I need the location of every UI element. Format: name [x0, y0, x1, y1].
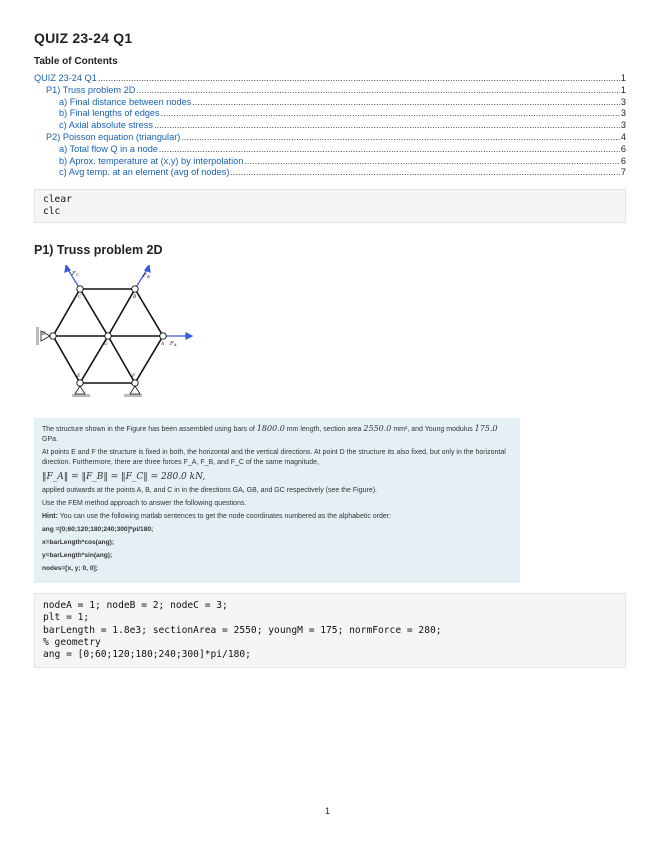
ground-f: [124, 394, 142, 397]
desc-paragraph: At points E and F the structure is fixed in both, the horizontal and the vertical directions. At point D the structure its also fixed, but only in the horizontal direction. Furthermore, there are three forces F_A, F_B, and F_C of the same magnitude,: [42, 449, 506, 467]
hint-code-line: y=barLength*sin(ang);: [42, 552, 113, 560]
desc-text: mm², and Young modulus: [391, 426, 475, 434]
desc-paragraph: applied outwards at the points A, B, and C in in the directions GA, GB, and GC respectively (see the Figure).: [42, 487, 378, 495]
code-line: barLength = 1.8e3; sectionArea = 2550; youngM = 175; normForce = 280;: [43, 624, 442, 636]
code-block-clear: [34, 189, 626, 223]
toc-entry-page: 3: [620, 108, 626, 119]
ground-e: [72, 394, 90, 397]
truss-figure: [34, 265, 194, 403]
desc-text: The structure shown in the Figure has been assembled using bars of: [42, 426, 257, 434]
toc-entry[interactable]: [34, 120, 626, 132]
toc-entry-title[interactable]: b) Final lengths of edges: [59, 108, 160, 119]
hint-paragraph: [42, 512, 512, 522]
toc-entry-page: 6: [620, 155, 626, 166]
toc-entry-page: 3: [620, 96, 626, 107]
label-b: B: [133, 295, 137, 301]
svg-text:FC: [71, 271, 79, 277]
table-of-contents: [34, 73, 626, 179]
problem-description: [34, 418, 520, 583]
label-fb-sub: B: [146, 274, 150, 280]
toc-entry[interactable]: [34, 73, 626, 85]
hint-code-line: nodes=[x, y; 0, 0];: [42, 565, 98, 573]
toc-entry-page: 3: [620, 120, 626, 131]
page-number: 1: [324, 806, 330, 816]
hint-code-line: x=barLength*cos(ang);: [42, 539, 114, 547]
page-title: QUIZ 23-24 Q1: [34, 30, 133, 46]
toc-entry[interactable]: [34, 97, 626, 109]
toc-entry-page: 7: [620, 167, 626, 178]
toc-entry-title[interactable]: QUIZ 23-24 Q1: [34, 73, 97, 83]
toc-entry[interactable]: [34, 85, 626, 97]
label-g: G: [104, 342, 108, 348]
label-c: C: [78, 295, 82, 301]
toc-entry-page: 1: [620, 73, 626, 83]
desc-paragraph: Use the FEM method approach to answer the following questions.: [42, 500, 247, 508]
hint-text: You can use the following matlab sentences to get the node coordinates numbered as the alphabetic order:: [57, 513, 392, 521]
toc-entry-page: 4: [620, 131, 626, 142]
desc-text: GPa.: [42, 436, 58, 444]
toc-entry-title[interactable]: c) Axial absolute stress: [59, 120, 153, 131]
toc-entry[interactable]: [34, 144, 626, 156]
desc-text: mm length, section area: [284, 426, 364, 434]
toc-entry-title[interactable]: c) Avg temp. at an element (avg of nodes): [59, 167, 230, 178]
toc-entry[interactable]: [34, 167, 626, 179]
bar-length-value: 1800.0: [256, 424, 285, 434]
svg-text:FB: [142, 273, 150, 279]
label-d: D: [42, 332, 46, 338]
code-line: ang = [0;60;120;180;240;300]*pi/180;: [43, 648, 251, 660]
toc-entry[interactable]: [34, 132, 626, 144]
toc-entry-title[interactable]: a) Final distance between nodes: [59, 96, 192, 107]
force-equation: ‖F_A‖ = ‖F_B‖ = ‖F_C‖ = 280.0 kN,: [42, 472, 206, 483]
code-line: clc: [43, 206, 61, 218]
code-line: nodeA = 1; nodeB = 2; nodeC = 3;: [43, 600, 228, 612]
toc-entry[interactable]: [34, 108, 626, 120]
svg-text:FA: [169, 341, 177, 347]
section-heading-truss: P1) Truss problem 2D: [34, 243, 163, 258]
desc-paragraph: [42, 424, 512, 445]
label-fb: F: [143, 273, 147, 280]
label-fc: F: [72, 271, 76, 278]
code-comment: % geometry: [43, 636, 101, 648]
label-f: F: [132, 374, 136, 380]
toc-entry-page: 1: [620, 84, 626, 95]
ground-d: [36, 327, 39, 345]
toc-heading: Table of Contents: [34, 56, 118, 67]
toc-entry-title[interactable]: P2) Poisson equation (triangular): [46, 131, 181, 142]
hint-label: Hint:: [42, 513, 58, 521]
young-modulus-value: 175.0: [474, 424, 498, 434]
toc-entry-page: 6: [620, 143, 626, 154]
label-fc-sub: C: [75, 272, 79, 278]
toc-entry-title[interactable]: a) Total flow Q in a node: [59, 143, 158, 154]
label-fa-sub: A: [173, 342, 177, 348]
code-block-setup: [34, 593, 626, 668]
force-arrows: [65, 265, 192, 339]
toc-entry-title[interactable]: b) Aprox. temperature at (x,y) by interpolation: [59, 155, 244, 166]
document-page: [34, 30, 626, 668]
toc-entry[interactable]: [34, 156, 626, 168]
toc-entry-title[interactable]: P1) Truss problem 2D: [46, 84, 136, 95]
label-fa: F: [170, 341, 174, 348]
code-line: plt = 1;: [43, 612, 90, 624]
label-e: E: [77, 374, 81, 380]
label-a: A: [161, 342, 165, 348]
code-line: clear: [43, 194, 72, 206]
hint-code-line: ang =[0;60;120;180;240;300]*pi/180;: [42, 526, 154, 534]
section-area-value: 2550.0: [363, 424, 392, 434]
